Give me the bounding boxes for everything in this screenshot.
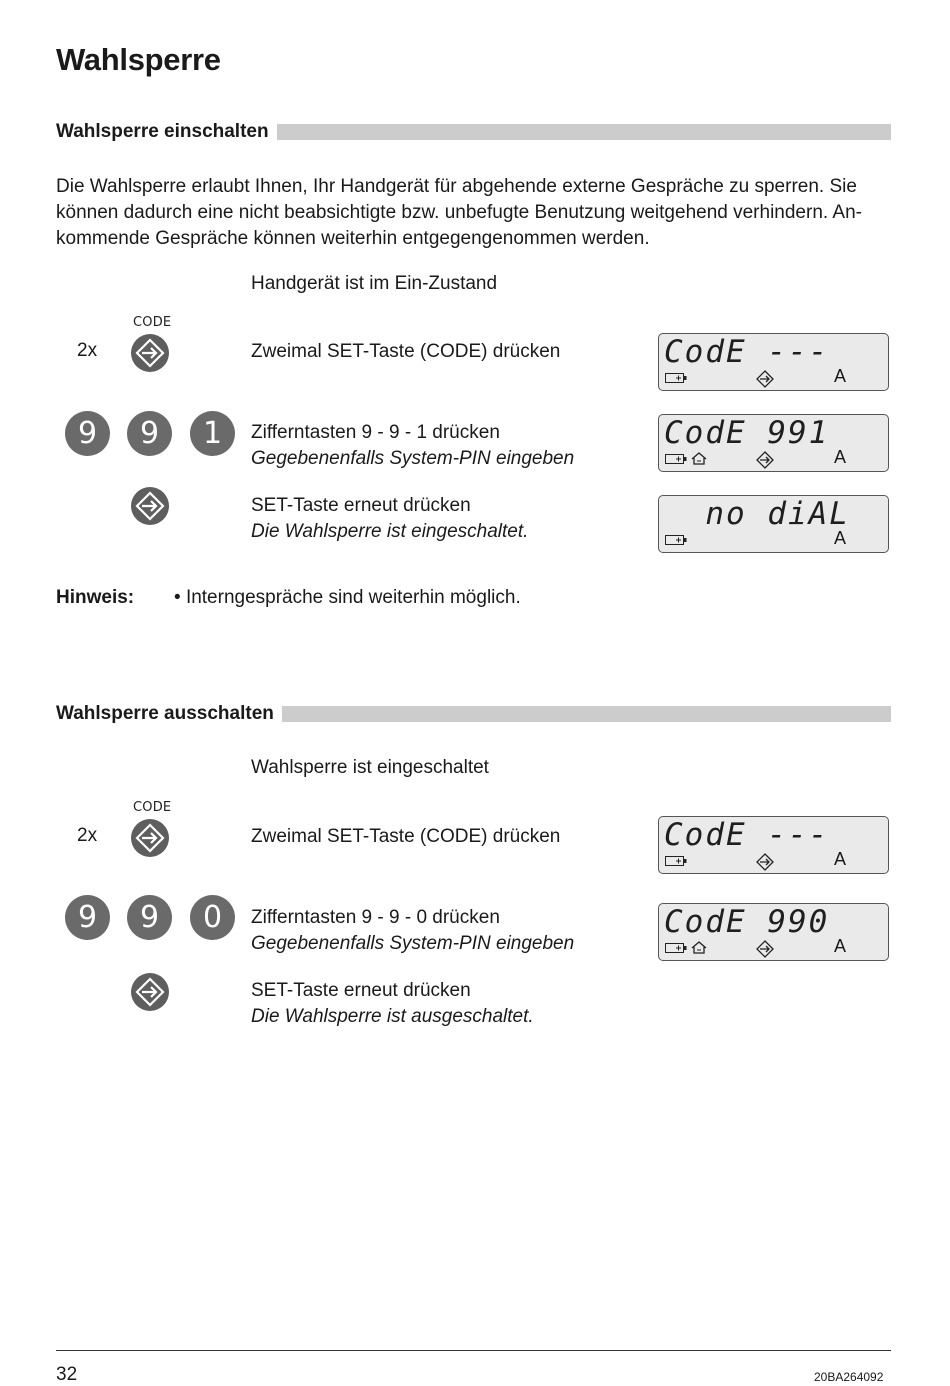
lcd-display	[658, 414, 889, 472]
lcd-display	[658, 333, 889, 391]
section-heading-on-label: Wahlsperre einschalten	[56, 121, 269, 142]
digit-key-0: 0	[190, 895, 235, 940]
set-arrow-icon	[756, 853, 774, 871]
section-heading-off-label: Wahlsperre ausschalten	[56, 703, 274, 724]
set-key-icon	[131, 819, 169, 857]
battery-icon	[665, 454, 687, 464]
set-arrow-icon	[756, 451, 774, 469]
precondition-on: Handgerät ist im Ein-Zustand	[251, 273, 498, 294]
step-note: Die Wahlsperre ist eingeschaltet.	[251, 521, 529, 542]
section-heading-off-bar	[282, 706, 891, 722]
section-heading-on	[56, 120, 891, 144]
document-id: 20BA264092	[814, 1370, 884, 1384]
digit-key-9: 9	[127, 411, 172, 456]
step-text: SET-Taste erneut drücken	[251, 980, 471, 1001]
battery-icon	[665, 943, 687, 953]
step-text-block	[251, 978, 534, 1030]
house-icon	[691, 452, 707, 465]
digit-key-1: 1	[190, 411, 235, 456]
section-heading-on-bar	[277, 124, 891, 140]
lcd-indicator: A	[834, 528, 847, 548]
step-text-block	[251, 420, 574, 472]
set-key-icon	[131, 973, 169, 1011]
lcd-indicator: A	[834, 849, 847, 869]
digit-key-9: 9	[65, 411, 110, 456]
lcd-text: CodE 990	[664, 904, 830, 940]
lcd-indicator: A	[834, 447, 847, 467]
page-title: Wahlsperre	[56, 42, 221, 77]
battery-icon	[665, 856, 687, 866]
lcd-display	[658, 816, 889, 874]
digit-key-9: 9	[65, 895, 110, 940]
set-arrow-icon	[756, 370, 774, 388]
footer-divider	[56, 1350, 891, 1351]
lcd-text: CodE 991	[664, 415, 830, 451]
precondition-off: Wahlsperre ist eingeschaltet	[251, 757, 489, 778]
set-arrow-icon	[756, 940, 774, 958]
step-note: Die Wahlsperre ist ausgeschaltet.	[251, 1006, 534, 1027]
lcd-display	[658, 903, 889, 961]
lcd-text: CodE ---	[664, 334, 830, 370]
hint-item	[174, 587, 521, 609]
bullet-dot: •	[174, 587, 186, 608]
lcd-text: CodE ---	[664, 817, 830, 853]
set-key-icon	[131, 487, 169, 525]
battery-icon	[665, 535, 687, 545]
intro-paragraph	[56, 174, 891, 252]
step-text: SET-Taste erneut drücken	[251, 495, 471, 516]
intro-line: können dadurch eine nicht beabsichtigte bzw. unbefugte Benutzung weitgehend verhindern. An-	[56, 202, 862, 223]
step-text-block	[251, 905, 574, 957]
set-key-icon	[131, 334, 169, 372]
step-text: Zweimal SET-Taste (CODE) drücken	[251, 826, 561, 847]
lcd-indicator: A	[834, 936, 847, 956]
press-count: 2x	[77, 825, 98, 846]
press-count: 2x	[77, 340, 98, 361]
digit-key-9: 9	[127, 895, 172, 940]
lcd-indicator: A	[834, 366, 847, 386]
step-text: Zweimal SET-Taste (CODE) drücken	[251, 341, 561, 362]
intro-line: Die Wahlsperre erlaubt Ihnen, Ihr Handgerät für abgehende externe Gespräche zu sperren. Sie	[56, 176, 857, 197]
lcd-text: no diAL	[664, 496, 850, 532]
lcd-display	[658, 495, 889, 553]
house-icon	[691, 941, 707, 954]
step-text: Zifferntasten 9 - 9 - 1 drücken	[251, 422, 500, 443]
hint-label: Hinweis:	[56, 587, 135, 608]
step-note: Gegebenenfalls System-PIN eingeben	[251, 933, 575, 954]
intro-line: kommende Gespräche können weiterhin entgegengenommen werden.	[56, 228, 650, 249]
code-key-label: CODE	[133, 800, 172, 815]
battery-icon	[665, 373, 687, 383]
page-number: 32	[56, 1364, 78, 1385]
hint-text: Interngespräche sind weiterhin möglich.	[185, 587, 521, 608]
step-text: Zifferntasten 9 - 9 - 0 drücken	[251, 907, 500, 928]
section-heading-off	[56, 702, 891, 726]
step-note: Gegebenenfalls System-PIN eingeben	[251, 448, 575, 469]
step-text-block	[251, 493, 528, 545]
code-key-label: CODE	[133, 315, 172, 330]
